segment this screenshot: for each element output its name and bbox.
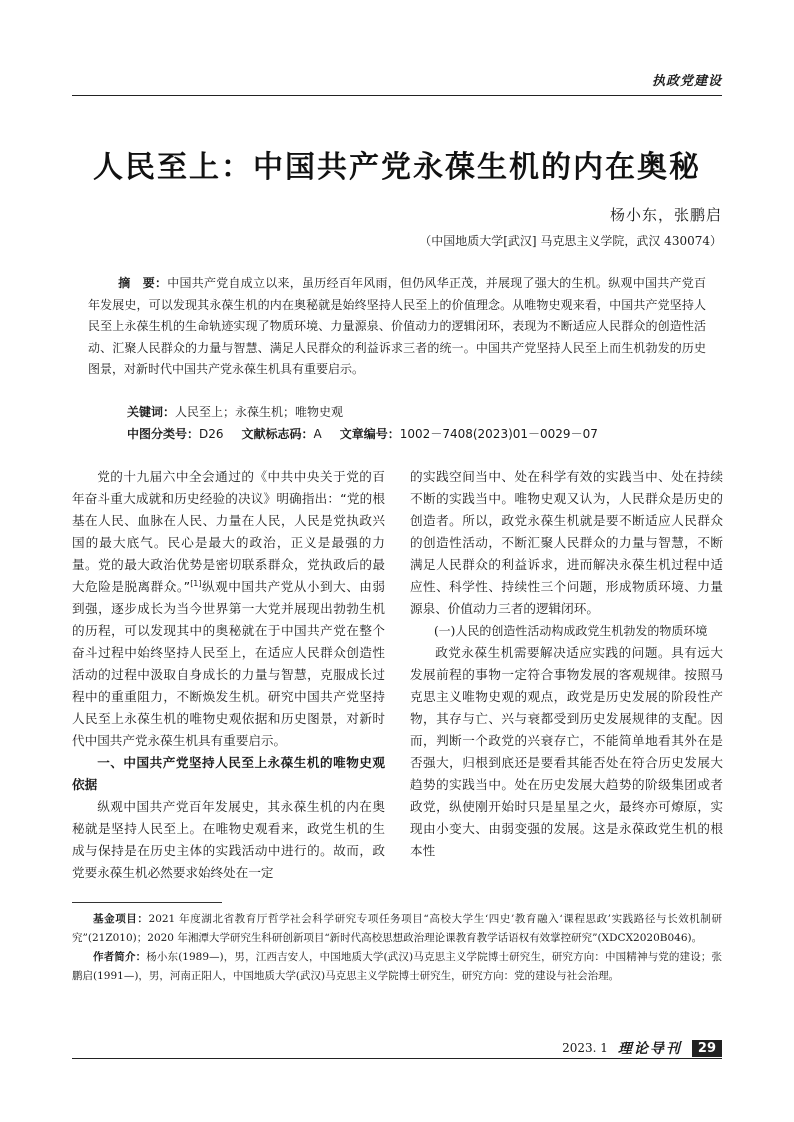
body-text: 纵观中国共产党从小到大、由弱到强，逐步成长为当今世界第一大党并展现出勃勃生机的历程，可以发现其中的奥秘就在于中国共产党在整个奋斗过程中始终坚持人民至上，在适应人民群众创造性活动的过程中汲取自身成长的力量与智慧，克服成长过程中的重重阻力，不断焕发生机。研究中国共产党坚持人民至上永葆生机的唯物史观依据和历史图景，对新时代中国共产党永葆生机具有重要启示。 [72,579,386,748]
journal-name: 理论导刊 [617,1041,682,1057]
section-heading-1: 一、中国共产党坚持人民至上永葆生机的唯物史观依据 [72,755,385,792]
clc-value: D26 [199,427,224,441]
doc-code-label: 文献标志码： [241,427,314,441]
abstract [88,273,706,381]
section-label: 执政党建设 [651,74,722,89]
abstract-text: 中国共产党自成立以来，虽历经百年风雨，但仍风华正茂，并展现了强大的生机。纵观中国共产党百年发展史，可以发现其永葆生机的内在奥秘就是始终坚持人民至上的价值理念。从唯物史观来看，中国共产党坚持人民至上永葆生机的生命轨迹实现了物质环境、力量源泉、价值动力的逻辑闭环，表现为不断适应人民群众的创造性活动、汇聚人民群众的力量与智慧、满足人民群众的利益诉求三者的统一。中国共产党坚持人民至上而生机勃发的历史图景，对新时代中国共产党永葆生机具有重要启示。 [88,276,706,377]
fund-note [72,910,722,948]
footnote-rule [72,902,222,903]
citation-ref: [1] [190,578,202,588]
article-title: 人民至上：中国共产党永葆生机的内在奥秘 [93,150,701,185]
footer-rule [72,1058,722,1059]
header-rule [72,95,722,96]
body-paragraph: 纵观中国共产党百年发展史，其永葆生机的内在奥秘就是坚持人民至上。在唯物史观看来，政党生机的生成与保持是在历史主体的实践活动中进行的。故而，政党要永葆生机必然要求始终处在一定 [72,799,385,880]
clc-label: 中图分类号： [127,427,200,441]
fund-label: 基金项目： [93,913,149,925]
page-footer [562,1038,722,1058]
footnotes [72,910,722,986]
subsection-heading-1: (一)人民的创造性活动构成政党生机勃发的物质环境 [434,624,708,638]
article-authors: 杨小东，张鹏启 [609,206,722,224]
classification-line [127,425,598,442]
article-affiliation: （中国地质大学[武汉] 马克思主义学院，武汉 430074） [419,234,722,248]
body-paragraph [72,466,385,752]
page-number: 29 [692,1040,722,1057]
author-text: 杨小东(1989—)，男，江西吉安人，中国地质大学(武汉)马克思主义学院博士研究生，研究方向：中国精神与党的建设；张鹏启(1991—)，男，河南正阳人，中国地质大学(武汉)马克思主义学院博士研究生，研究方向：党的建设与社会治理。 [72,951,722,982]
keywords-text: 人民至上；永葆生机；唯物史观 [175,405,344,419]
article-no-value: 1002－7408(2023)01－0029－07 [399,427,598,441]
author-note [72,948,722,986]
body-text: 党的十九届六中全会通过的《中共中央关于党的百年奋斗重大成就和历史经验的决议》明确指出：“党的根基在人民、血脉在人民、力量在人民，人民是党执政兴国的最大底气。民心是最大的政治，正义是最强的力量。党的最大政治优势是密切联系群众，党执政后的最大危险是脱离群众。” [72,469,385,594]
author-label: 作者简介： [93,951,147,963]
article-no-label: 文章编号： [339,427,400,441]
body-paragraph: 政党永葆生机需要解决适应实践的问题。具有远大发展前程的事物一定符合事物发展的客观规律。按照马克思主义唯物史观的观点，政党是历史发展的阶段性产物，其存与亡、兴与衰都受到历史发展规律的支配。因而，判断一个政党的兴衰存亡，不能简单地看其外在是否强大，归根到底还是要看其能否处在符合历史发展大趋势的实践当中。处在历史发展大趋势的阶级集团或者政党，纵使刚开始时只是星星之火，最终亦可燎原，实现由小变大、由弱变强的发展。这是永葆政党生机的根本性 [410,645,723,858]
body-column-left [72,466,385,884]
doc-code-value: A [313,427,322,441]
keywords-label: 关键词： [127,405,176,419]
keywords [127,403,343,420]
body-paragraph: 的实践空间当中、处在科学有效的实践当中、处在持续不断的实践当中。唯物史观又认为，人民群众是历史的创造者。所以，政党永葆生机就是要不断适应人民群众的创造性活动，不断汇聚人民群众的力量与智慧，不断满足人民群众的利益诉求，进而解决永葆生机过程中适应性、科学性、持续性三个问题，形成物质环境、力量源泉、价值动力三者的逻辑闭环。 [410,469,723,616]
fund-text: 2021 年度湖北省教育厅哲学社会科学研究专项任务项目“高校大学生‘四史’教育融入‘课程思政’实践路径与长效机制研究”(21Z010)；2020 年湘潭大学研究生科研创新项目“新时代高校思想政治理论课教育教学话语权有效掌控研究”(XDCX2020B046)。 [72,913,723,944]
issue-number: 2023. 1 [562,1041,608,1055]
abstract-label: 摘 要： [118,276,168,290]
body-column-right [410,466,723,862]
